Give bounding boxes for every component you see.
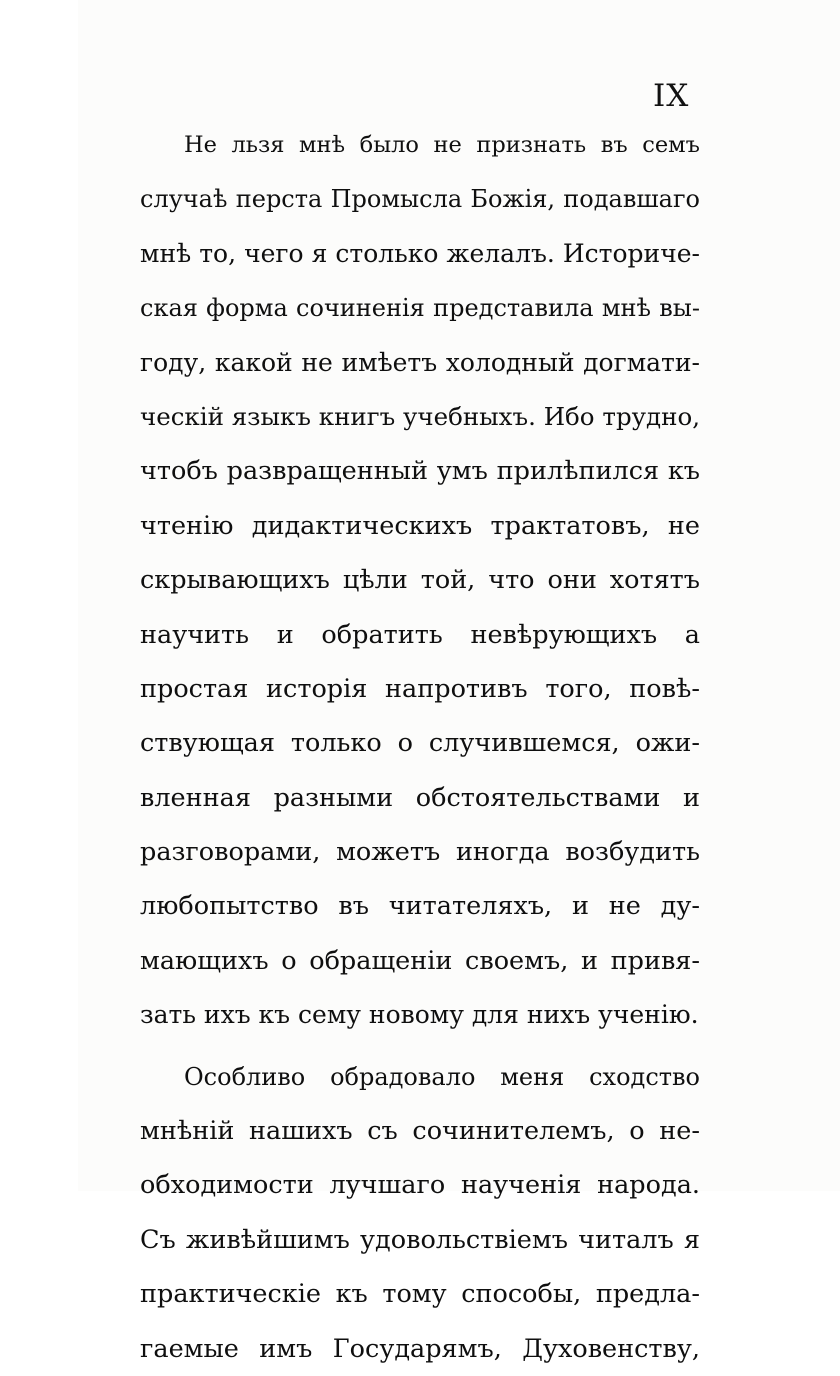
body-text: [140, 118, 700, 1376]
text-line: Не льзя мнѣ было не признать въ семъ: [184, 132, 700, 158]
text-line: зать ихъ къ сему новому для нихъ ученію.: [140, 1000, 699, 1030]
text-line: году, какой не имѣетъ холодный догмати-: [140, 347, 700, 377]
text-line: мающихъ о обращеніи своемъ, и привя-: [140, 945, 700, 976]
text-line: ская форма сочиненія представила мнѣ вы-: [140, 294, 700, 323]
paragraph-1: [140, 118, 700, 1043]
page-number: IX: [653, 78, 690, 114]
text-line: Особливо обрадовало меня сходство: [184, 1062, 700, 1091]
text-line: мнѣ то, чего я столько желалъ. Историче-: [140, 238, 700, 268]
text-line: скрывающихъ цѣли той, что они хотятъ: [140, 565, 700, 596]
text-line: вленная разными обстоятельствами и: [140, 782, 700, 813]
text-line: обходимости лучшаго наученія народа.: [140, 1170, 700, 1201]
text-line: мнѣній нашихъ съ сочинителемъ, о не-: [140, 1116, 700, 1147]
text-line: ствующая только о случившемся, ожи-: [140, 728, 700, 759]
text-line: чтенію дидактическихъ трактатовъ, не: [140, 510, 700, 541]
text-line: разговорами, можетъ иногда возбудить: [140, 837, 700, 868]
text-line: Съ живѣйшимъ удовольствіемъ читалъ я: [140, 1224, 700, 1255]
text-line: любопытство въ читателяхъ, и не ду-: [140, 891, 700, 922]
text-line: практическіе къ тому способы, предла-: [140, 1279, 700, 1310]
text-line: случаѣ перста Промысла Божія, подавшаго: [140, 185, 700, 214]
text-line: простая исторія напротивъ того, повѣ-: [140, 673, 700, 704]
text-line: ческій языкъ книгъ учебныхъ. Ибо трудно,: [140, 401, 700, 431]
paragraph-2: [140, 1050, 700, 1376]
text-line: гаемые имъ Государямъ, Духовенству,: [140, 1333, 700, 1364]
text-line: научить и обратить невѣрующихъ а: [140, 619, 700, 650]
text-line: чтобъ развращенный умъ прилѣпился къ: [140, 456, 700, 487]
